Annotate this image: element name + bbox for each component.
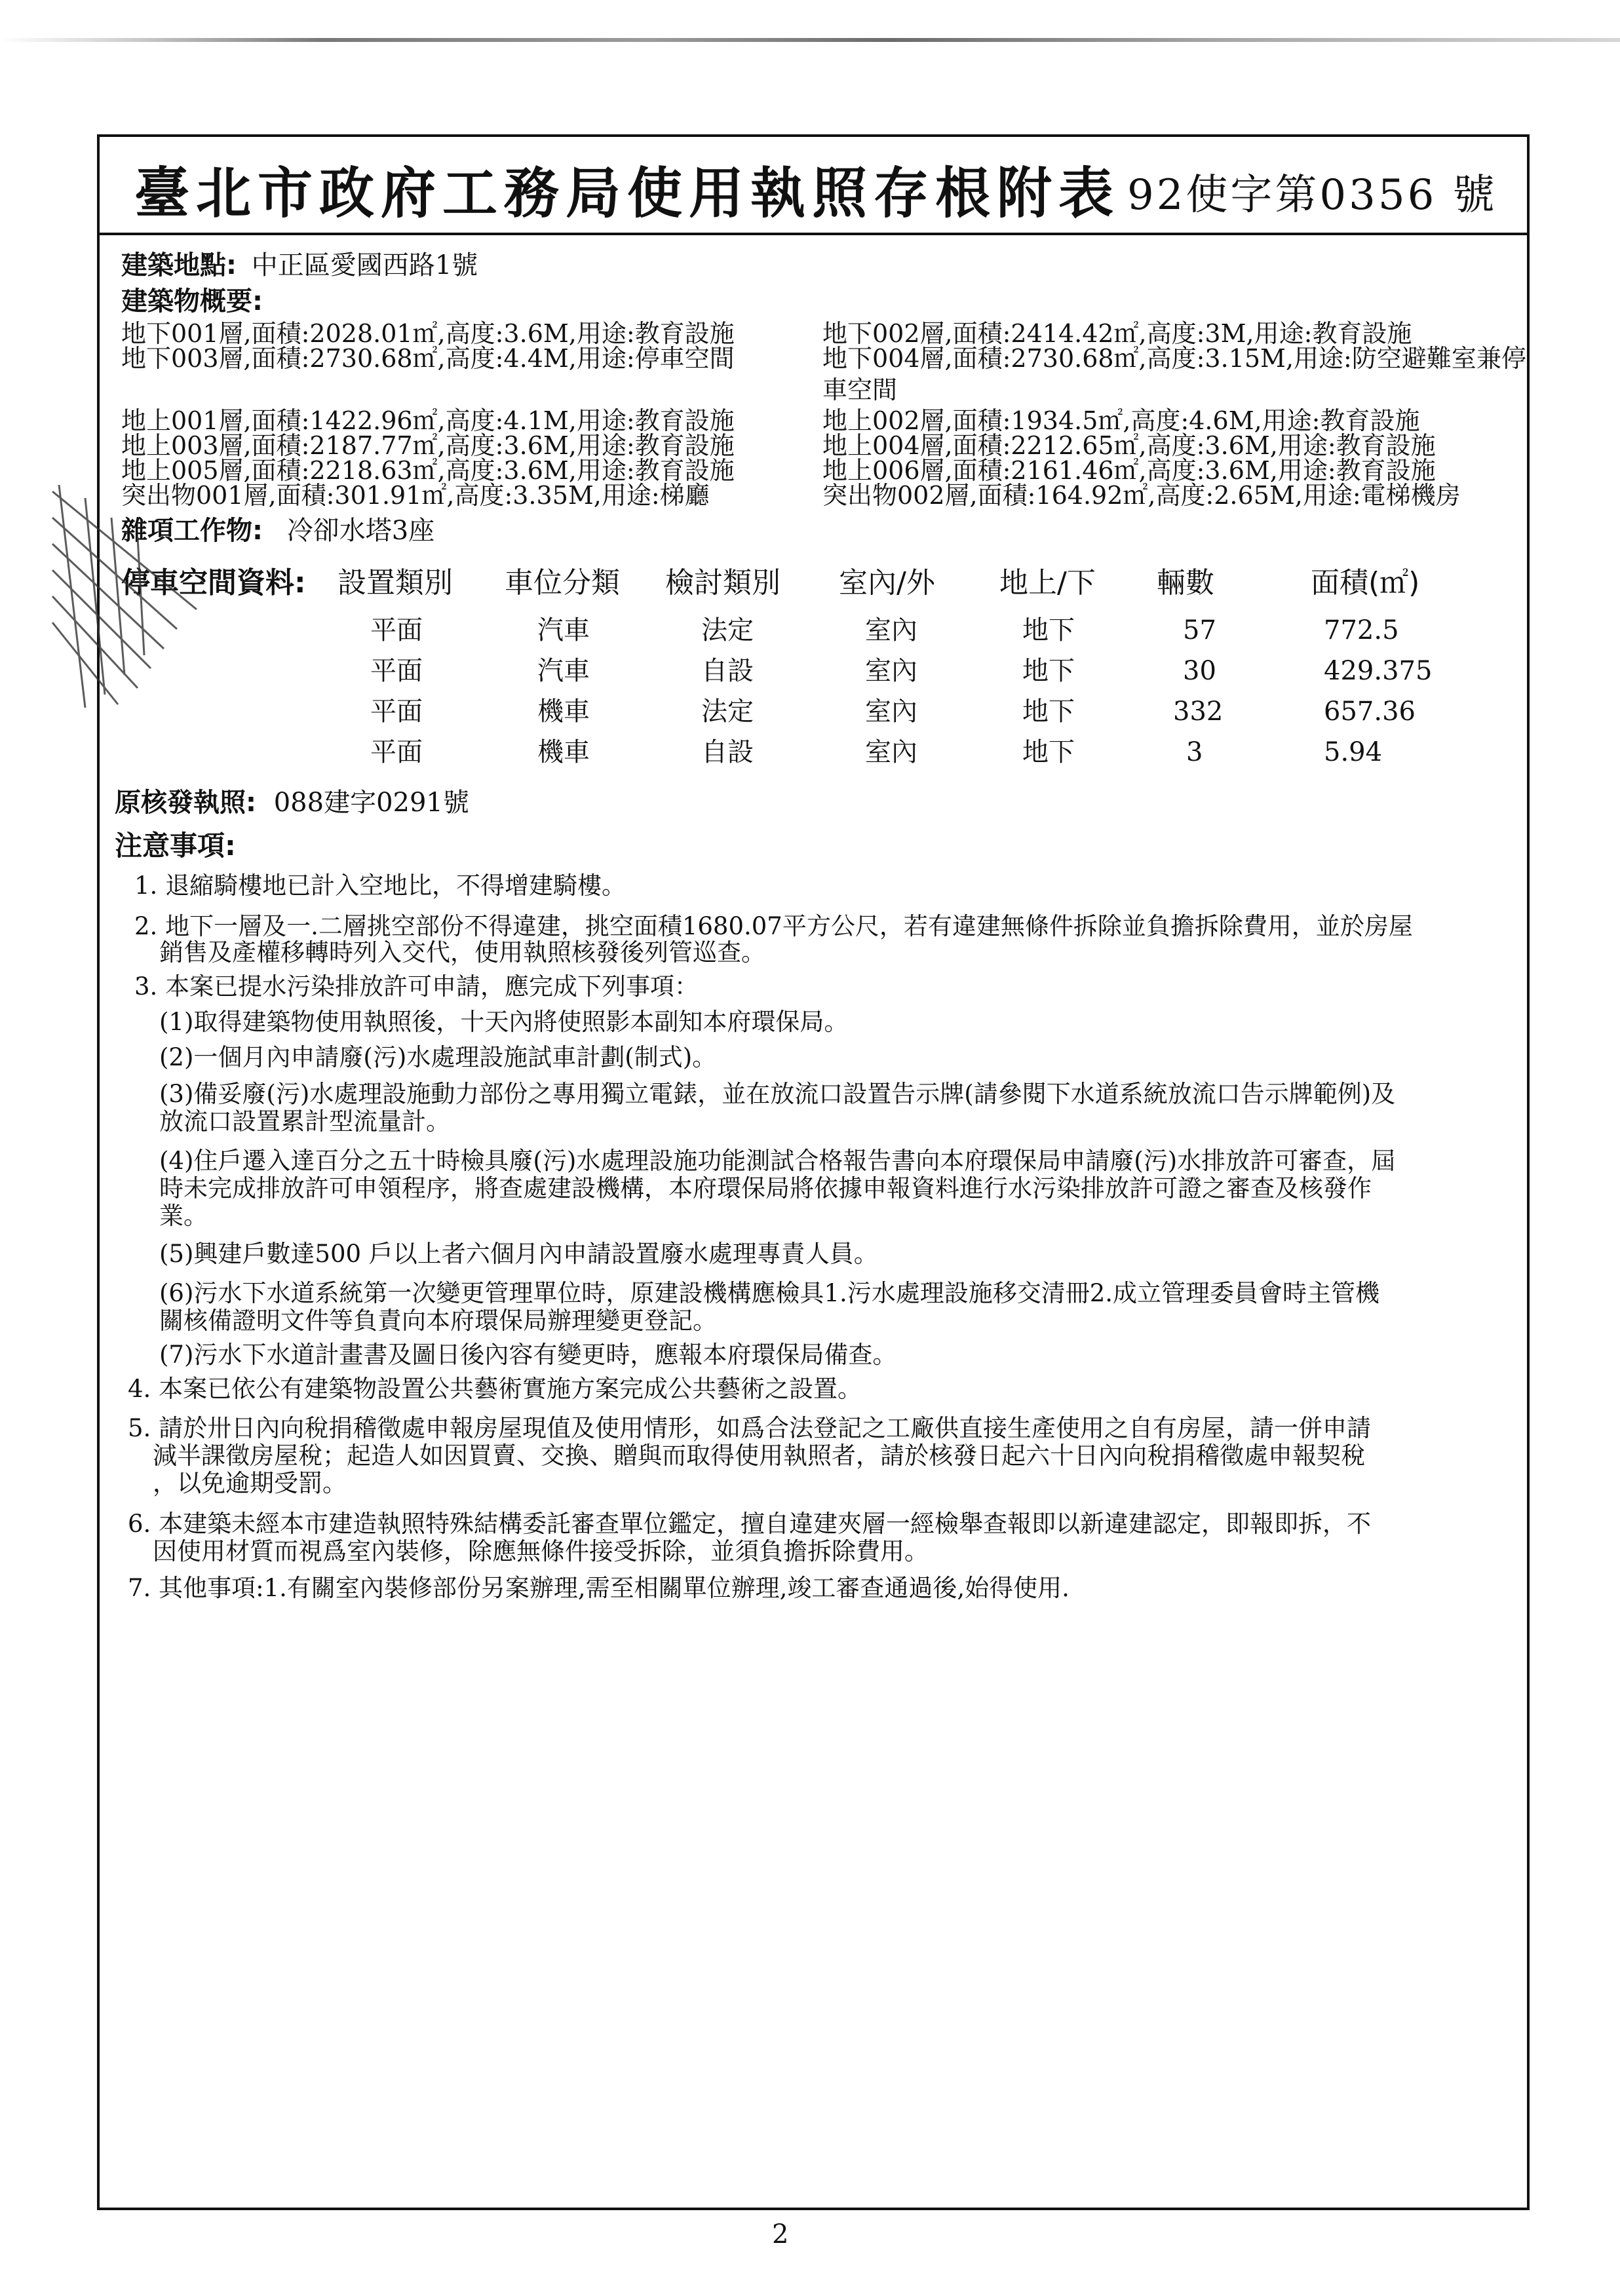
misc-label: 雜項工作物: — [121, 516, 263, 546]
floor-left: 地上001層,面積:1422.96㎡,高度:4.1M,用途:教育設施 — [121, 406, 735, 435]
parking-cell: 332 — [1173, 697, 1224, 727]
parking-cell: 法定 — [701, 697, 754, 727]
site-value: 中正區愛國西路1號 — [251, 250, 478, 280]
floor-right: 地下004層,面積:2730.68㎡,高度:3.15M,用途:防空避難室兼停 — [822, 344, 1526, 373]
parking-cell: 平面 — [370, 737, 423, 767]
floor-right: 地上002層,面積:1934.5㎡,高度:4.6M,用途:教育設施 — [822, 406, 1420, 435]
parking-cell: 3 — [1186, 737, 1203, 767]
note-line: (2)一個月內申請廢(污)水處理設施試車計劃(制式)。 — [159, 1043, 717, 1071]
note-line: 3. 本案已提水污染排放許可申請，應完成下列事項： — [134, 972, 699, 1001]
floor-right: 突出物002層,面積:164.92㎡,高度:2.65M,用途:電梯機房 — [822, 481, 1461, 510]
misc-value: 冷卻水塔3座 — [286, 516, 435, 546]
parking-label: 停車空間資料: — [121, 566, 306, 600]
parking-cell: 法定 — [701, 615, 754, 645]
original-permit-label: 原核發執照: — [115, 788, 256, 818]
parking-header: 面積(㎡) — [1311, 566, 1420, 600]
parking-cell: 30 — [1183, 656, 1216, 686]
parking-header: 輛數 — [1157, 566, 1214, 600]
parking-cell: 地下 — [1022, 656, 1075, 686]
note-line: 銷售及產權移轉時列入交代，使用執照核發後列管巡查。 — [159, 938, 765, 966]
note-line: 業。 — [159, 1202, 208, 1230]
parking-cell: 地下 — [1022, 697, 1075, 727]
parking-header: 檢討類別 — [665, 566, 781, 600]
parking-cell: 室內 — [865, 615, 917, 645]
document-title: 臺北市政府工務局使用執照存根附表 — [134, 161, 1121, 225]
floor-left: 地上003層,面積:2187.77㎡,高度:3.6M,用途:教育設施 — [121, 431, 735, 460]
note-line: 放流口設置累計型流量計。 — [159, 1107, 450, 1136]
note-line: 6. 本建築未經本市建造執照特殊結構委託審查單位鑑定，擅自違建夾層一經檢舉查報即以新違建認定，即報即拆，不 — [128, 1510, 1372, 1538]
note-line: 7. 其他事項:1.有關室內裝修部份另案辦理,需至相關單位辦理,竣工審查通過後,始得使用. — [128, 1574, 1070, 1602]
floor-right: 地上004層,面積:2212.65㎡,高度:3.6M,用途:教育設施 — [822, 431, 1436, 460]
floor-left: 地下003層,面積:2730.68㎡,高度:4.4M,用途:停車空間 — [121, 344, 735, 373]
note-line: 5. 請於卅日內向稅捐稽徵處申報房屋現值及使用情形，如爲合法登記之工廠供直接生產使用之自有房屋，請一併申請 — [128, 1414, 1372, 1442]
note-line: 減半課徵房屋稅；起造人如因買賣、交換、贈與而取得使用執照者，請於核發日起六十日內向稅捐稽徵處申報契稅 — [153, 1442, 1365, 1470]
hatched-stamp-mark — [46, 478, 203, 714]
note-line: ，以免逾期受罰。 — [153, 1469, 347, 1497]
note-line: (6)污水下水道系統第一次變更管理單位時，原建設機構應檢具1.污水處理設施移交清冊2.成立管理委員會時主管機 — [159, 1279, 1380, 1307]
parking-cell: 429.375 — [1324, 656, 1433, 686]
page-number: 2 — [772, 2219, 789, 2249]
parking-cell: 地下 — [1022, 615, 1075, 645]
note-line: 1. 退縮騎樓地已計入空地比，不得增建騎樓。 — [134, 871, 627, 900]
scan-top-edge — [0, 38, 1620, 42]
parking-header: 地上/下 — [999, 566, 1096, 600]
note-line: (7)污水下水道計畫書及圖日後內容有變更時，應報本府環保局備查。 — [159, 1341, 897, 1369]
floor-left: 突出物001層,面積:301.91㎡,高度:3.35M,用途:梯廳 — [121, 481, 710, 510]
parking-cell: 室內 — [865, 737, 917, 767]
parking-cell: 5.94 — [1324, 737, 1383, 767]
parking-cell: 自設 — [701, 656, 754, 686]
parking-cell: 室內 — [865, 656, 917, 686]
parking-cell: 自設 — [701, 737, 754, 767]
parking-cell: 平面 — [370, 615, 423, 645]
overview-label: 建築物概要: — [121, 286, 263, 316]
parking-header: 車位分類 — [505, 566, 620, 600]
note-line: 因使用材質而視爲室內裝修，除應無條件接受拆除，並須負擔拆除費用。 — [153, 1537, 929, 1565]
floor-left: 地上005層,面積:2218.63㎡,高度:3.6M,用途:教育設施 — [121, 456, 735, 485]
notes-label: 注意事項: — [115, 830, 236, 862]
note-line: 2. 地下一層及一.二層挑空部份不得違建，挑空面積1680.07平方公尺，若有違建無條件拆除並負擔拆除費用，並於房屋 — [134, 912, 1413, 940]
parking-cell: 室內 — [865, 697, 917, 727]
parking-cell: 平面 — [370, 656, 423, 686]
parking-cell: 772.5 — [1324, 615, 1399, 645]
parking-cell: 汽車 — [537, 656, 590, 686]
parking-cell: 57 — [1183, 615, 1216, 645]
floor-right: 車空間 — [822, 375, 898, 404]
parking-cell: 汽車 — [537, 615, 590, 645]
parking-cell: 機車 — [537, 737, 590, 767]
original-permit-value: 088建字0291號 — [273, 788, 469, 818]
site-label: 建築地點: — [121, 250, 237, 280]
note-line: (1)取得建築物使用執照後，十天內將使照影本副知本府環保局。 — [159, 1008, 849, 1036]
note-line: (3)備妥廢(污)水處理設施動力部份之專用獨立電錶，並在放流口設置告示牌(請參閱下水道系統放流口告示牌範例)及 — [159, 1080, 1396, 1108]
parking-header: 室內/外 — [839, 566, 935, 600]
note-line: (5)興建戶數達500 戶以上者六個月內申請設置廢水處理專責人員。 — [159, 1240, 878, 1268]
floor-left: 地下001層,面積:2028.01㎡,高度:3.6M,用途:教育設施 — [121, 319, 735, 348]
parking-cell: 平面 — [370, 697, 423, 727]
note-line: (4)住戶遷入達百分之五十時檢具廢(污)水處理設施功能測試合格報告書向本府環保局申請廢(污)水排放許可審查，屆 — [159, 1147, 1396, 1175]
parking-cell: 地下 — [1022, 737, 1075, 767]
floor-right: 地上006層,面積:2161.46㎡,高度:3.6M,用途:教育設施 — [822, 456, 1436, 485]
parking-cell: 657.36 — [1324, 697, 1416, 727]
note-line: 關核備證明文件等負責向本府環保局辦理變更登記。 — [159, 1307, 717, 1335]
floor-right: 地下002層,面積:2414.42㎡,高度:3M,用途:教育設施 — [822, 319, 1412, 348]
note-line: 4. 本案已依公有建築物設置公共藝術實施方案完成公共藝術之設置。 — [128, 1375, 862, 1403]
title-divider — [97, 233, 1530, 235]
parking-header: 設置類別 — [338, 566, 453, 600]
note-line: 時未完成排放許可申領程序，將查處建設機構，本府環保局將依據申報資料進行水污染排放許可證之審查及核發作 — [159, 1174, 1372, 1202]
parking-cell: 機車 — [537, 697, 590, 727]
permit-number: 92使字第0356 號 — [1127, 171, 1497, 220]
